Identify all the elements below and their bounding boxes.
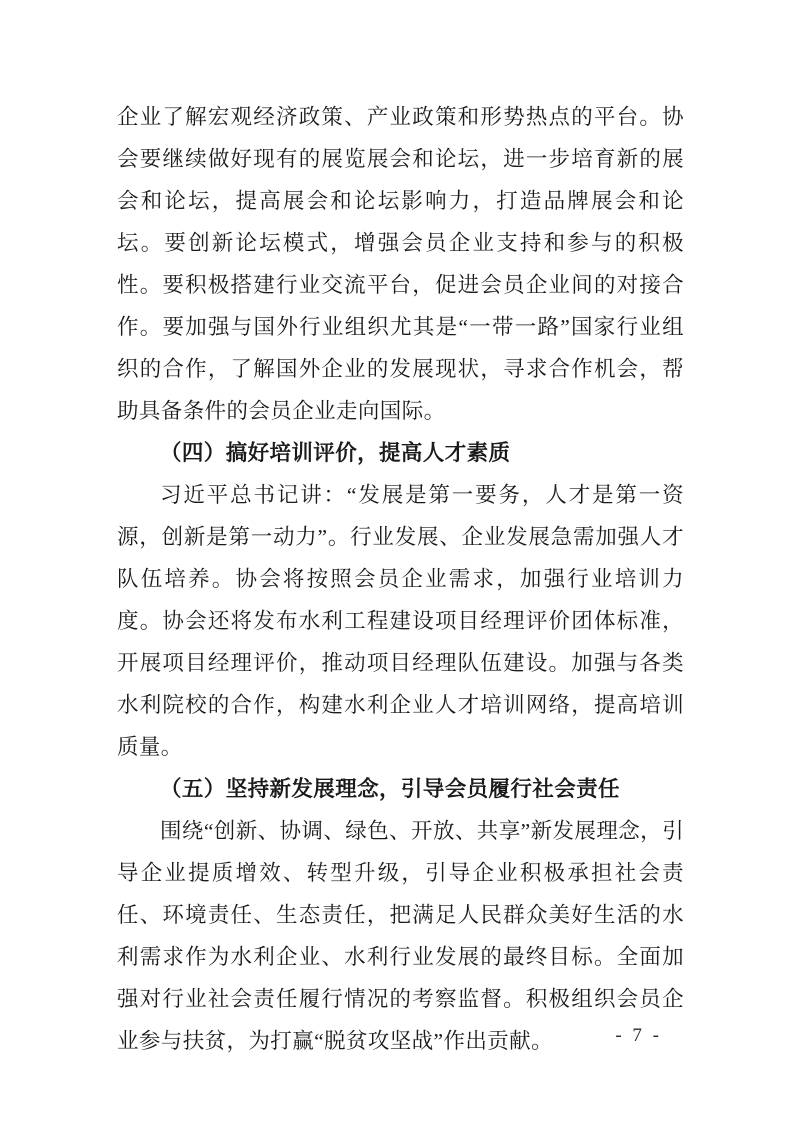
section-heading-5: （五）坚持新发展理念，引导会员履行社会责任 [160,777,620,801]
paragraph-section-5: 围绕“创新、协调、绿色、开放、共享”新发展理念，引导企业提质增效、转型升级，引导企业积极承担社会责任、环境责任、生态责任，把满足人民群众美好生活的水利需求作为水利企业、水利行业发展的最终目标。全面加强对行业社会责任履行情况的考察监督。积极组织会员企业参与扶贫，为打赢“脱贫攻坚战”作出贡献。 [117,819,684,1053]
section-heading-4: （四）搞好培训评价，提高人才素质 [160,441,511,465]
document-body [117,96,684,1062]
page-number: - 7 - [615,1025,662,1046]
paragraph-section-4: 习近平总书记讲：“发展是第一要务，人才是第一资源，创新是第一动力”。行业发展、企业发展急需加强人才队伍培养。协会将按照会员企业需求，加强行业培训力度。协会还将发布水利工程建设项目经理评价团体标准，开展项目经理评价，推动项目经理队伍建设。加强与各类水利院校的合作，构建水利企业人才培训网络，提高培训质量。 [117,483,684,759]
paragraph-continuation: 企业了解宏观经济政策、产业政策和形势热点的平台。协会要继续做好现有的展览展会和论坛，进一步培育新的展会和论坛，提高展会和论坛影响力，打造品牌展会和论坛。要创新论坛模式，增强会员企业支持和参与的积极性。要积极搭建行业交流平台，促进会员企业间的对接合作。要加强与国外行业组织尤其是“一带一路”国家行业组织的合作，了解国外企业的发展现状，寻求合作机会，帮助具备条件的会员企业走向国际。 [117,105,684,423]
